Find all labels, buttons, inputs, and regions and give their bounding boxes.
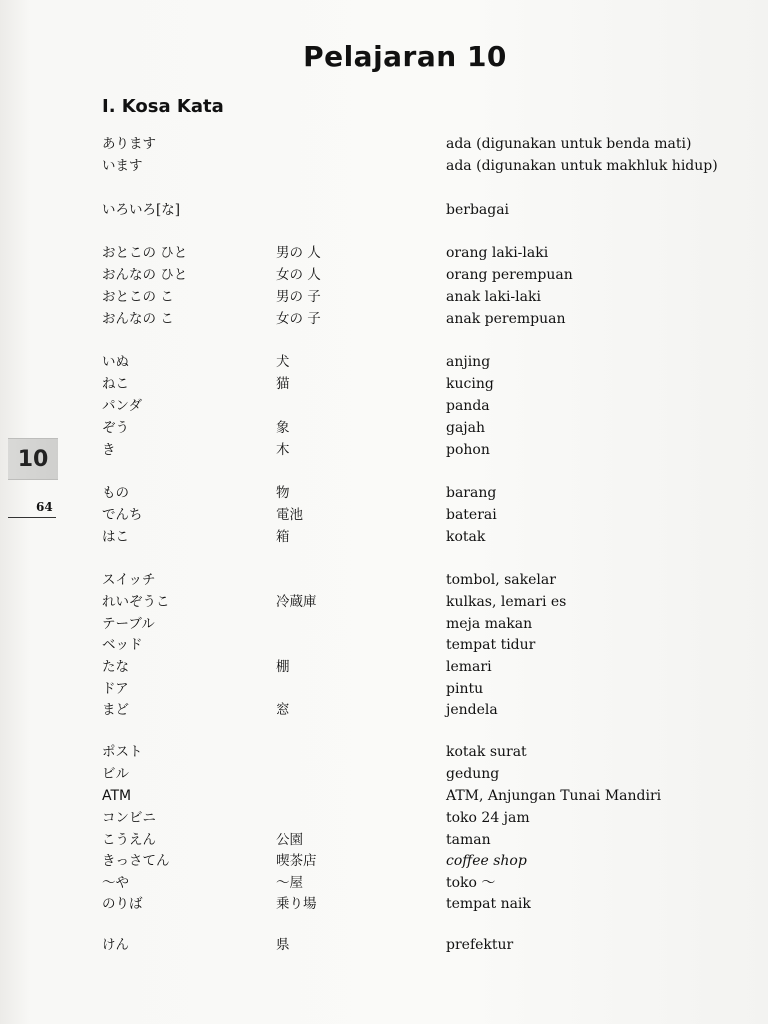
- vocab-kanji: 猫: [276, 376, 290, 392]
- vocab-meaning: lemari: [446, 659, 492, 675]
- vocab-kana: スイッチ: [102, 572, 156, 588]
- vocab-meaning: barang: [446, 485, 497, 501]
- vocab-kanji: 犬: [276, 354, 290, 370]
- lesson-tab: 10: [8, 438, 58, 480]
- vocab-kanji: 県: [276, 937, 290, 953]
- vocab-kana: テーブル: [102, 616, 155, 632]
- vocab-kana: でんち: [102, 507, 143, 523]
- vocab-entry: [0, 526, 768, 548]
- vocab-kanji: 冷蔵庫: [276, 594, 317, 610]
- vocab-kana: パンダ: [102, 398, 142, 414]
- page-title: Pelajaran 10: [303, 40, 507, 73]
- vocab-entry: [0, 785, 768, 807]
- vocab-meaning: kotak surat: [446, 744, 527, 760]
- vocab-kana: まど: [102, 702, 129, 718]
- vocab-kana: あります: [102, 136, 156, 152]
- vocab-meaning: meja makan: [446, 616, 533, 632]
- vocab-entry: [0, 741, 768, 763]
- vocab-kana: コンビニ: [102, 810, 156, 826]
- vocab-meaning: ada (digunakan untuk makhluk hidup): [446, 158, 718, 174]
- vocab-kana: いろいろ[な]: [102, 202, 181, 218]
- vocab-entry: [0, 763, 768, 785]
- vocab-meaning: anak perempuan: [446, 311, 566, 327]
- vocab-kanji: 箱: [276, 529, 290, 545]
- vocab-kana: れいぞうこ: [102, 594, 170, 610]
- vocab-kana: ドア: [102, 681, 129, 697]
- vocab-kana: ポスト: [102, 744, 143, 760]
- vocab-kana: ぞう: [102, 420, 129, 436]
- vocab-kanji: 象: [276, 420, 290, 436]
- vocab-meaning: kulkas, lemari es: [446, 594, 567, 610]
- vocab-kana: ベッド: [102, 637, 143, 653]
- vocab-kanji: 女の 人: [276, 267, 321, 283]
- vocab-entry: [0, 699, 768, 721]
- vocab-meaning: prefektur: [446, 937, 514, 953]
- vocab-entry: [0, 351, 768, 373]
- vocab-kana: もの: [102, 485, 129, 501]
- vocab-meaning: tombol, sakelar: [446, 572, 556, 588]
- vocab-meaning: berbagai: [446, 202, 510, 218]
- vocab-meaning: gedung: [446, 766, 500, 782]
- vocab-entry: [0, 613, 768, 635]
- vocab-meaning: tempat naik: [446, 896, 531, 912]
- vocab-kana: おんなの こ: [102, 311, 174, 327]
- vocab-kana: のりば: [102, 896, 143, 912]
- vocab-meaning: coffee shop: [446, 853, 527, 869]
- vocab-meaning: toko ～: [446, 875, 496, 891]
- vocab-meaning: tempat tidur: [446, 637, 536, 653]
- vocab-kana: こうえん: [102, 832, 156, 848]
- vocab-kanji: 電池: [276, 507, 303, 523]
- vocab-entry: [0, 872, 768, 894]
- vocab-kana: いぬ: [102, 354, 129, 370]
- vocab-meaning: gajah: [446, 420, 486, 436]
- vocab-kana: ビル: [102, 766, 129, 782]
- vocab-entry: [0, 417, 768, 439]
- vocab-kanji: 物: [276, 485, 290, 501]
- vocab-meaning: panda: [446, 398, 490, 414]
- vocab-kana: います: [102, 158, 143, 174]
- vocab-meaning: ATM, Anjungan Tunai Mandiri: [446, 788, 662, 804]
- vocab-entry: [0, 591, 768, 613]
- vocab-entry: [0, 678, 768, 700]
- vocab-entry: [0, 482, 768, 504]
- vocab-meaning: kucing: [446, 376, 494, 392]
- vocab-meaning: anjing: [446, 354, 491, 370]
- vocab-entry: [0, 439, 768, 461]
- vocab-meaning: pohon: [446, 442, 490, 458]
- vocab-kana: ねこ: [102, 376, 129, 392]
- vocab-kana: おとこの こ: [102, 289, 174, 305]
- vocab-entry: [0, 829, 768, 851]
- vocab-kanji: 窓: [276, 702, 290, 718]
- vocab-entry: [0, 395, 768, 417]
- vocab-meaning: orang laki-laki: [446, 245, 549, 261]
- vocab-meaning: ada (digunakan untuk benda mati): [446, 136, 692, 152]
- vocab-kanji: 男の 子: [276, 289, 321, 305]
- vocab-kana: おとこの ひと: [102, 245, 188, 261]
- vocab-entry: [0, 155, 768, 177]
- vocab-kana: きっさてん: [102, 853, 170, 869]
- vocab-meaning: pintu: [446, 681, 484, 697]
- vocab-kana: けん: [102, 937, 129, 953]
- vocab-meaning: orang perempuan: [446, 267, 573, 283]
- vocab-kanji: 乗り場: [276, 896, 317, 912]
- vocab-meaning: kotak: [446, 529, 486, 545]
- vocab-entry: [0, 199, 768, 221]
- vocab-entry: [0, 850, 768, 872]
- vocab-kana: ～や: [102, 875, 129, 891]
- vocab-entry: [0, 807, 768, 829]
- vocab-meaning: jendela: [446, 702, 498, 718]
- vocab-kanji: 棚: [276, 659, 290, 675]
- vocab-entry: [0, 634, 768, 656]
- vocab-kanji: 男の 人: [276, 245, 321, 261]
- vocab-entry: [0, 133, 768, 155]
- vocab-kanji: 喫茶店: [276, 853, 317, 869]
- vocab-kana: おんなの ひと: [102, 267, 188, 283]
- section-heading: I. Kosa Kata: [102, 96, 224, 117]
- vocab-kana: ATM: [102, 788, 132, 804]
- vocab-kana: たな: [102, 659, 129, 675]
- vocab-entry: [0, 264, 768, 286]
- vocab-entry: [0, 504, 768, 526]
- vocab-entry: [0, 893, 768, 915]
- vocab-kanji: 木: [276, 442, 290, 458]
- vocab-entry: [0, 308, 768, 330]
- vocab-meaning: taman: [446, 832, 491, 848]
- vocab-kanji: 女の 子: [276, 311, 321, 327]
- page-number: 64: [36, 500, 53, 514]
- vocab-kana: き: [102, 442, 116, 458]
- vocab-entry: [0, 242, 768, 264]
- vocab-entry: [0, 373, 768, 395]
- vocab-entry: [0, 656, 768, 678]
- vocab-meaning: toko 24 jam: [446, 810, 530, 826]
- vocab-entry: [0, 934, 768, 956]
- vocab-meaning: baterai: [446, 507, 497, 523]
- vocab-meaning: anak laki-laki: [446, 289, 541, 305]
- vocab-kanji: 公園: [276, 832, 303, 848]
- vocab-kanji: ～屋: [276, 875, 303, 891]
- vocab-kana: はこ: [102, 529, 129, 545]
- vocab-entry: [0, 569, 768, 591]
- vocab-entry: [0, 286, 768, 308]
- page-number-rule: [8, 517, 56, 518]
